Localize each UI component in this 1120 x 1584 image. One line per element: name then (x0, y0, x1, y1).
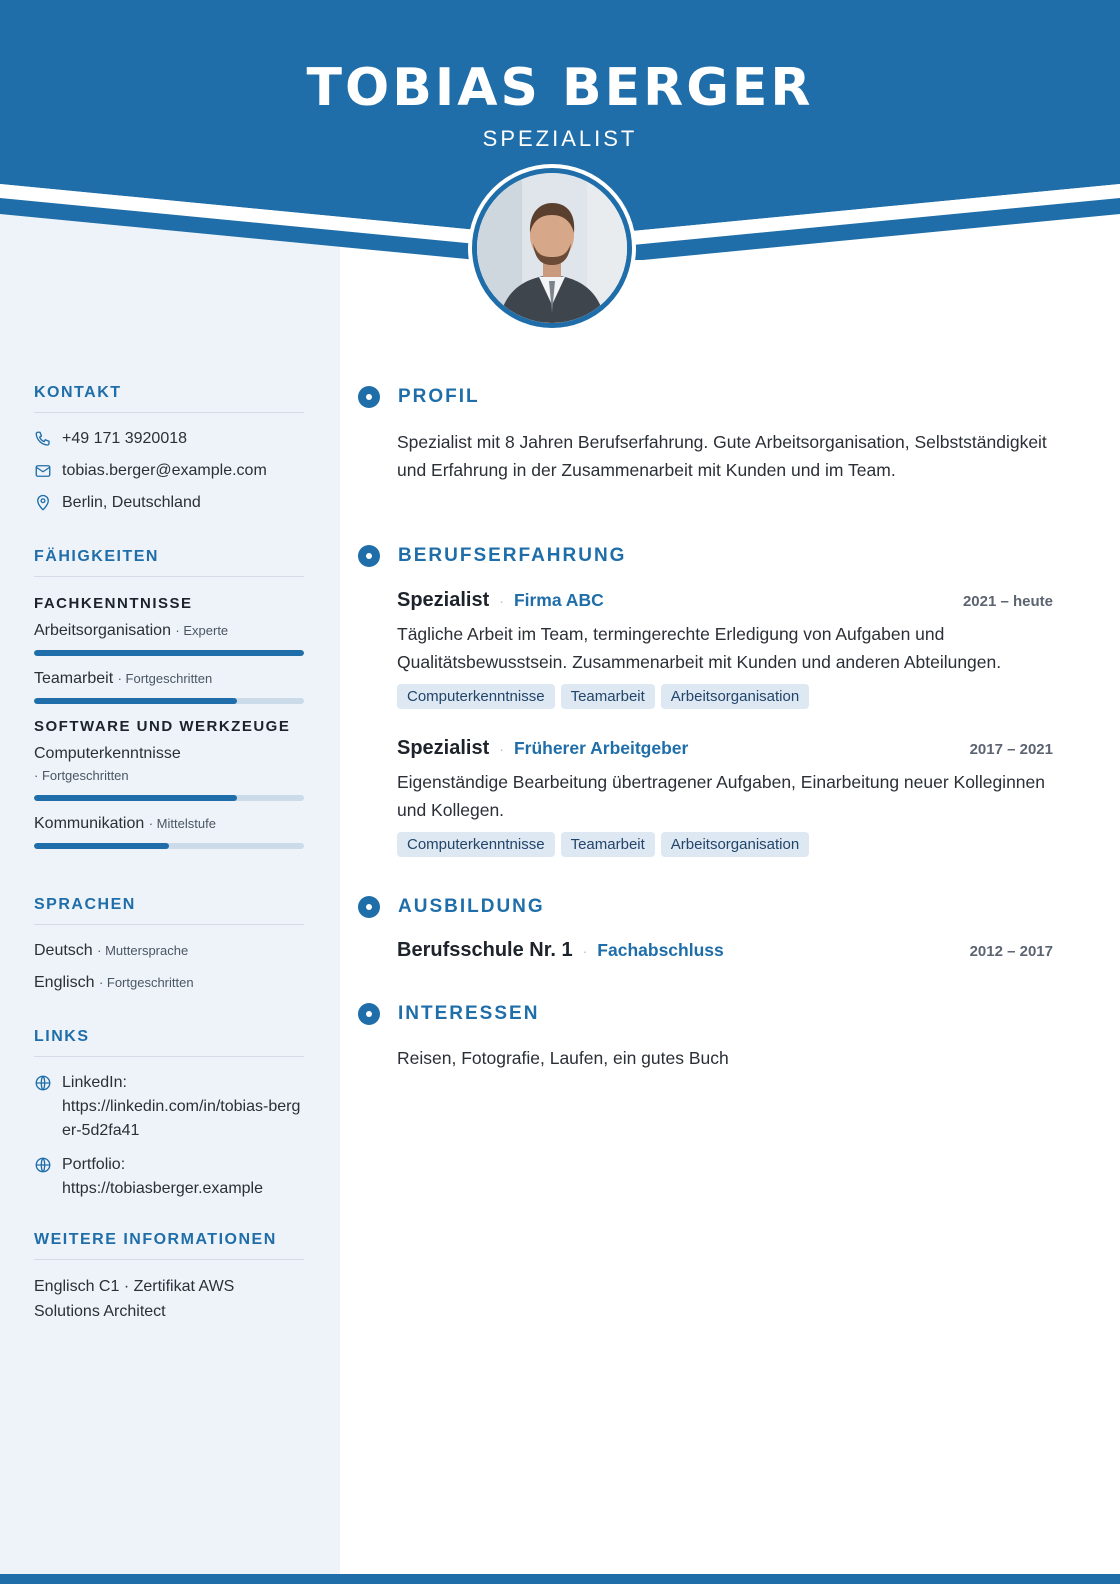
job-description: Eigenständige Bearbeitung übertragener Aufgaben, Einarbeitung neuer Kolleginnen und Kollegen. (397, 772, 1045, 820)
skill-item (34, 668, 304, 704)
job-tags (397, 832, 1053, 857)
section-bullet-icon (358, 1003, 380, 1025)
profile-photo (472, 168, 632, 328)
skill-bar-fill (34, 698, 237, 704)
section-bullet-icon (358, 386, 380, 408)
skill-name: Arbeitsorganisation (34, 622, 171, 639)
globe-icon (34, 1074, 52, 1092)
education-heading-text: AUSBILDUNG (398, 896, 545, 917)
language-name: Englisch (34, 974, 95, 991)
languages-heading: SPRACHEN (34, 896, 304, 925)
location-pin-icon (34, 494, 52, 512)
link-portfolio[interactable] (34, 1153, 304, 1201)
contact-section (34, 384, 304, 519)
job-dates: 2021 – heute (962, 593, 1053, 610)
contact-location-text: Berlin, Deutschland (62, 494, 201, 511)
contact-location (34, 487, 304, 519)
language-item (34, 967, 304, 999)
phone-icon (34, 430, 52, 448)
education-separator: · (582, 943, 588, 959)
skill-level: · Experte (175, 623, 229, 638)
skill-level: · Mittelstufe (148, 816, 216, 831)
contact-heading: KONTAKT (34, 384, 304, 413)
job-description: Tägliche Arbeit im Team, termingerechte Erledigung von Aufgaben und Qualitätsbewusstsein. Zusammenarbeit mit Kunden und anderen Abteilungen. (397, 624, 1002, 672)
job-company: Firma ABC (513, 590, 604, 610)
skill-bar (34, 843, 304, 849)
skill-tag: Computerkenntnisse (397, 832, 555, 857)
job-dates: 2017 – 2021 (969, 741, 1053, 758)
language-level: · Fortgeschritten (98, 975, 194, 990)
contact-phone[interactable] (34, 423, 304, 455)
more-info-text: Englisch C1 · Zertifikat AWS Solutions Architect (34, 1278, 235, 1320)
section-bullet-icon (358, 545, 380, 567)
language-item (34, 935, 304, 967)
profile-heading-text: PROFIL (398, 386, 480, 407)
languages-section (34, 896, 304, 999)
footer-bar (0, 1574, 1120, 1584)
skills-section (34, 548, 304, 849)
language-name: Deutsch (34, 942, 93, 959)
profile-text: Spezialist mit 8 Jahren Berufserfahrung. Gute Arbeitsorganisation, Selbstständigkeit und Erfahrung in der Zusammenarbeit mit Kunden und im Team. (397, 432, 1047, 480)
education-degree: Fachabschluss (597, 940, 724, 960)
skills-group-title: SOFTWARE UND WERKZEUGE (34, 718, 291, 735)
link-url[interactable]: https://tobiasberger.example (62, 1180, 264, 1197)
candidate-role: SPEZIALIST (482, 126, 638, 151)
section-bullet-icon (358, 896, 380, 918)
link-label: Portfolio: (62, 1156, 126, 1173)
skill-bar-fill (34, 843, 169, 849)
job-company: Früherer Arbeitgeber (513, 738, 689, 758)
skill-bar-fill (34, 650, 304, 656)
globe-icon (34, 1156, 52, 1174)
link-url[interactable]: https://linkedin.com/in/tobias-berger-5d2fa41 (62, 1098, 301, 1139)
education-school: Berufsschule Nr. 1 (397, 939, 573, 961)
language-level: · Muttersprache (97, 943, 189, 958)
skills-group-title: FACHKENNTNISSE (34, 595, 193, 612)
interests-heading-text: INTERESSEN (398, 1003, 540, 1024)
skill-name: Teamarbeit (34, 670, 114, 687)
skill-tag: Teamarbeit (561, 684, 655, 709)
job-separator: · (499, 741, 504, 757)
candidate-name: TOBIAS BERGER (306, 58, 814, 118)
interests-text: Reisen, Fotografie, Laufen, ein gutes Buch (397, 1048, 729, 1068)
skill-tag: Arbeitsorganisation (661, 684, 809, 709)
more-info-section (34, 1231, 304, 1324)
job-tags (397, 684, 1053, 709)
skill-name: Kommunikation (34, 815, 145, 832)
profile-heading (358, 386, 480, 408)
skill-tag: Arbeitsorganisation (661, 832, 809, 857)
skill-tag: Computerkenntnisse (397, 684, 555, 709)
skill-bar-fill (34, 795, 237, 801)
job-separator: · (499, 593, 504, 609)
link-linkedin[interactable] (34, 1071, 304, 1143)
contact-email-text: tobias.berger@example.com (62, 462, 267, 479)
skill-bar (34, 650, 304, 656)
education-heading (358, 896, 545, 918)
link-label: LinkedIn: (62, 1074, 127, 1091)
skill-tag: Teamarbeit (561, 832, 655, 857)
contact-email[interactable] (34, 455, 304, 487)
skill-level: · Fortgeschritten (117, 671, 213, 686)
job-title: Spezialist (397, 737, 490, 759)
contact-phone-text: +49 171 3920018 (62, 430, 188, 447)
skill-level: · Fortgeschritten (34, 768, 129, 783)
education-dates: 2012 – 2017 (969, 943, 1053, 960)
interests-heading (358, 1003, 539, 1025)
experience-heading-text: BERUFSERFAHRUNG (398, 545, 627, 566)
skill-name: Computerkenntnisse (34, 745, 181, 762)
skills-heading: FÄHIGKEITEN (34, 548, 304, 577)
skill-item (34, 620, 304, 656)
education-entry (397, 939, 1053, 967)
mail-icon (34, 462, 52, 480)
more-info-heading: WEITERE INFORMATIONEN (34, 1231, 304, 1260)
links-heading: LINKS (34, 1028, 304, 1057)
skill-bar (34, 698, 304, 704)
skill-item (34, 813, 304, 849)
job-title: Spezialist (397, 589, 490, 611)
job-entry (397, 737, 1053, 857)
experience-heading (358, 545, 626, 567)
skill-bar (34, 795, 304, 801)
skill-item (34, 743, 304, 801)
job-entry (397, 589, 1053, 709)
links-section (34, 1028, 304, 1201)
